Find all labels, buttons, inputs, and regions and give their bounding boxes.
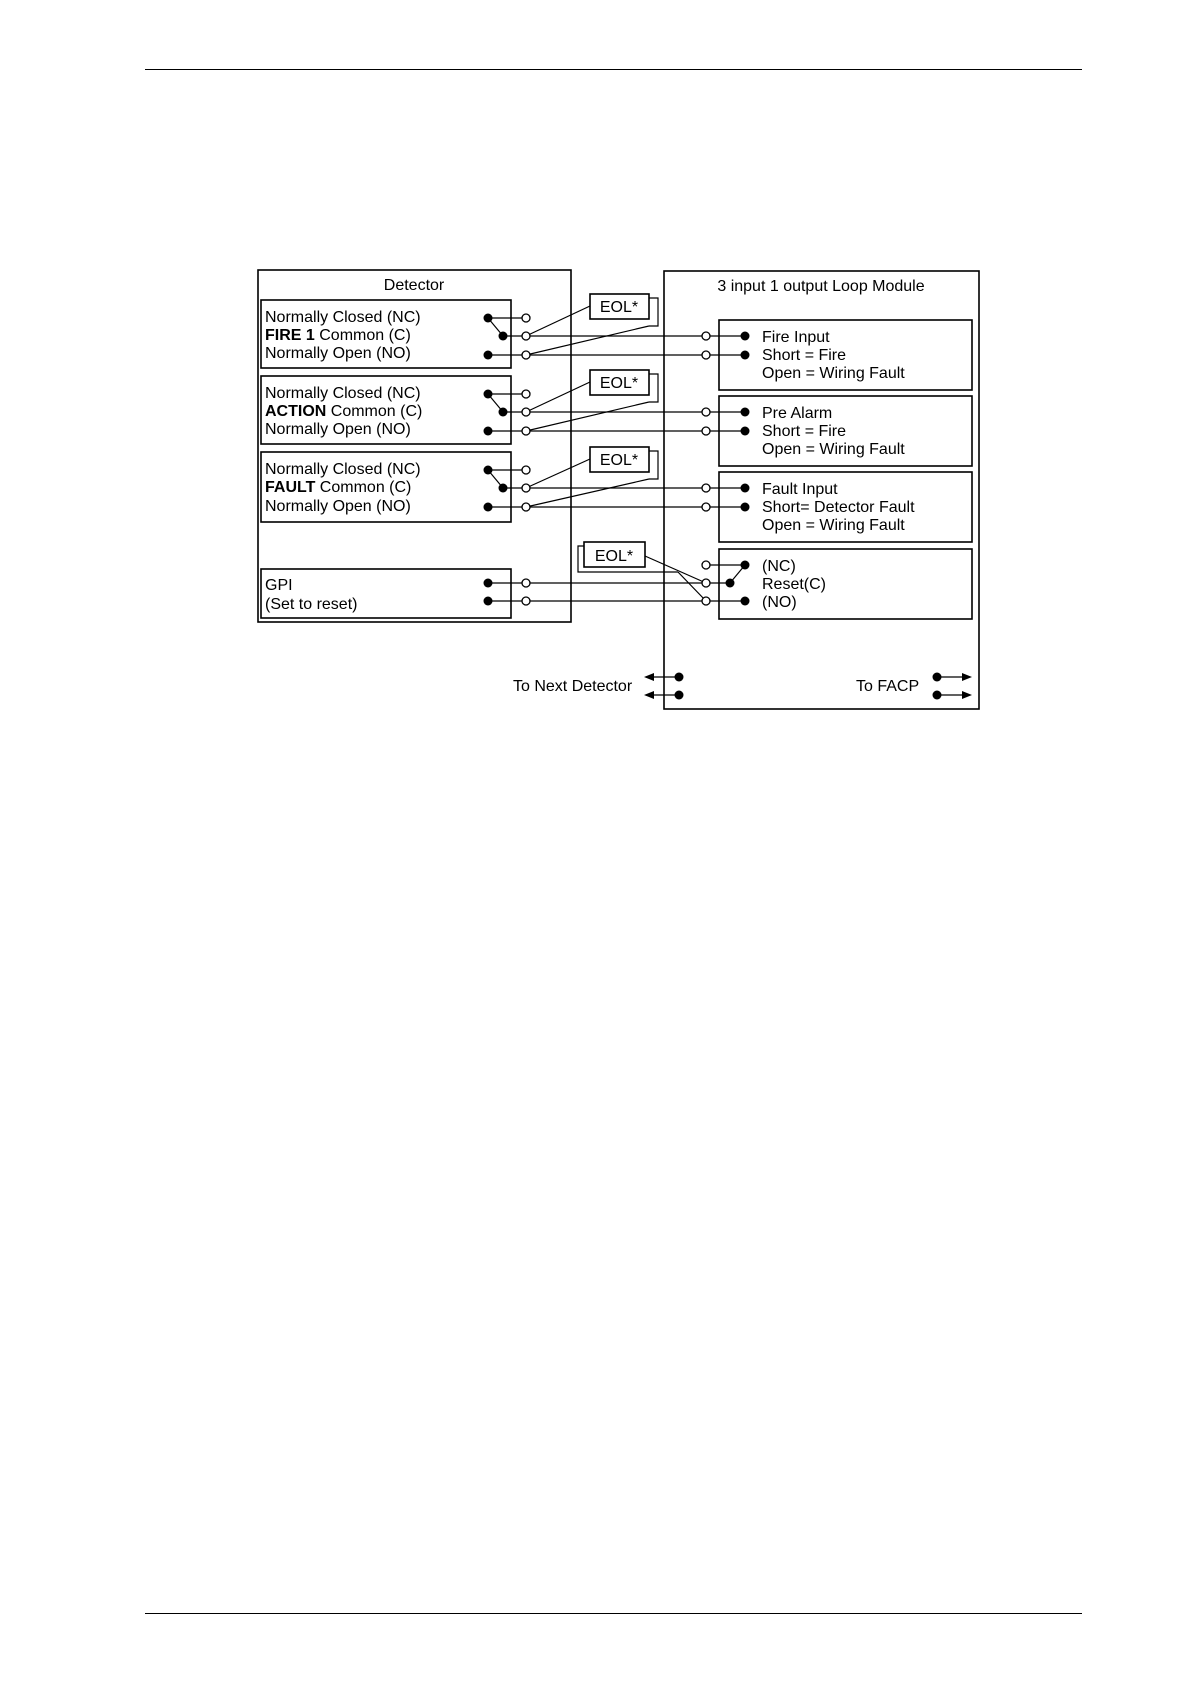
reset-no-label: (NO) [762,594,797,611]
reset-c-label: Reset(C) [762,576,827,593]
svg-text:EOL*: EOL* [594,548,634,565]
fire-input-l1: Fire Input [762,329,830,346]
action-no-label: Normally Open (NO) [265,421,411,438]
fault-input-l1: Fault Input [762,481,838,498]
loop-module-title: 3 input 1 output Loop Module [717,278,925,295]
svg-text:EOL*: EOL* [599,375,639,392]
pre-alarm-l3: Open = Wiring Fault [762,441,905,458]
facp-arrows [933,673,973,700]
fire-input-l3: Open = Wiring Fault [762,365,905,382]
svg-text:EOL*: EOL* [599,299,639,316]
fire-no-label: Normally Open (NO) [265,345,411,362]
eol-resistor-fault [590,447,658,479]
to-next-detector-label: To Next Detector [513,678,633,695]
gpi-sublabel: (Set to reset) [265,596,358,613]
fire-input-l2: Short = Fire [762,347,847,364]
fire-common-label: FIRE 1 Common (C) [265,327,411,344]
fault-nc-label: Normally Closed (NC) [265,461,421,478]
reset-nc-label: (NC) [762,558,796,575]
gpi-label: GPI [265,577,293,594]
to-facp-label: To FACP [856,678,920,695]
fault-input-l2: Short= Detector Fault [762,499,915,516]
pre-alarm-l1: Pre Alarm [762,405,833,422]
fault-no-label: Normally Open (NO) [265,498,411,515]
eol-resistor-action [590,370,658,402]
fire-nc-label: Normally Closed (NC) [265,309,421,326]
pre-alarm-l2: Short = Fire [762,423,847,440]
eol-resistor-fire [590,294,658,326]
fault-common-label: FAULT Common (C) [265,479,412,496]
action-nc-label: Normally Closed (NC) [265,385,421,402]
fault-input-l3: Open = Wiring Fault [762,517,905,534]
eol-resistor-reset [578,542,645,572]
detector-title: Detector [383,277,445,294]
action-common-label: ACTION Common (C) [265,403,423,420]
svg-text:EOL*: EOL* [599,452,639,469]
reset-output-box [719,549,972,619]
